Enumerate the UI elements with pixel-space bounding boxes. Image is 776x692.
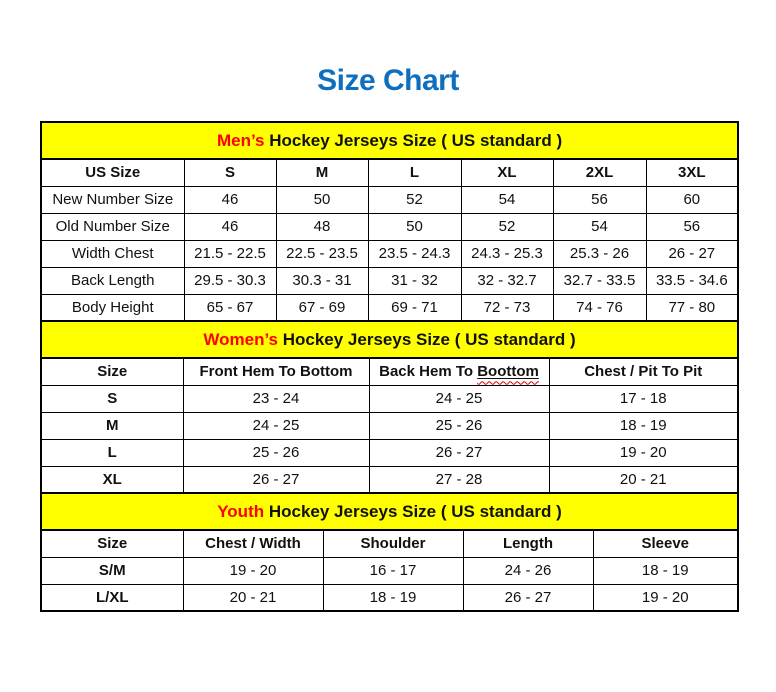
table-row	[41, 267, 738, 294]
table-cell: 18 - 19	[323, 584, 463, 611]
table-cell: 67 - 69	[276, 294, 368, 321]
table-row	[41, 385, 738, 412]
table-cell: 65 - 67	[184, 294, 276, 321]
mens-section-title-accent: Men’s	[216, 130, 265, 150]
back-hem-misspelled-word: Boottom	[477, 363, 539, 381]
table-row	[41, 584, 738, 611]
table-cell: 24 - 26	[463, 557, 593, 584]
column-header: Sleeve	[593, 530, 738, 557]
row-label: S	[41, 385, 183, 412]
table-cell: 50	[276, 186, 368, 213]
table-cell: 19 - 20	[183, 557, 323, 584]
table-row	[41, 240, 738, 267]
column-header: Front Hem To Bottom	[183, 358, 369, 385]
table-cell: 56	[646, 213, 738, 240]
table-cell: 25.3 - 26	[553, 240, 646, 267]
row-label: Back Length	[41, 267, 184, 294]
column-header: S	[184, 159, 276, 186]
womens-section-title	[41, 321, 738, 358]
row-label: New Number Size	[41, 186, 184, 213]
mens-section-title	[41, 122, 738, 159]
table-cell: 29.5 - 30.3	[184, 267, 276, 294]
column-header: Size	[41, 530, 183, 557]
table-row	[41, 466, 738, 493]
table-row	[41, 213, 738, 240]
youth-section-title-accent: Youth	[217, 501, 265, 521]
table-cell: 77 - 80	[646, 294, 738, 321]
table-cell: 72 - 73	[461, 294, 553, 321]
table-cell: 54	[461, 186, 553, 213]
table-cell: 60	[646, 186, 738, 213]
row-label: L	[41, 439, 183, 466]
table-cell: 74 - 76	[553, 294, 646, 321]
table-cell: 20 - 21	[549, 466, 738, 493]
table-cell: 48	[276, 213, 368, 240]
back-hem-prefix: Back Hem To	[379, 363, 478, 381]
column-header: L	[368, 159, 461, 186]
table-cell: 24 - 25	[183, 412, 369, 439]
table-cell: 23.5 - 24.3	[368, 240, 461, 267]
row-label: Width Chest	[41, 240, 184, 267]
table-cell: 16 - 17	[323, 557, 463, 584]
table-cell: 32.7 - 33.5	[553, 267, 646, 294]
mens-size-table	[40, 121, 739, 322]
table-cell: 19 - 20	[549, 439, 738, 466]
table-cell: 18 - 19	[549, 412, 738, 439]
page-title: Size Chart	[317, 64, 459, 97]
table-cell: 32 - 32.7	[461, 267, 553, 294]
table-cell: 21.5 - 22.5	[184, 240, 276, 267]
table-cell: 24 - 25	[369, 385, 549, 412]
row-label: M	[41, 412, 183, 439]
row-label: XL	[41, 466, 183, 493]
youth-size-table	[40, 492, 739, 612]
table-cell: 69 - 71	[368, 294, 461, 321]
table-cell: 17 - 18	[549, 385, 738, 412]
row-label: L/XL	[41, 584, 183, 611]
table-cell: 26 - 27	[463, 584, 593, 611]
column-header: US Size	[41, 159, 184, 186]
row-label: Body Height	[41, 294, 184, 321]
table-cell: 46	[184, 213, 276, 240]
table-cell: 25 - 26	[369, 412, 549, 439]
youth-section-title	[41, 493, 738, 530]
table-cell: 26 - 27	[183, 466, 369, 493]
column-header: M	[276, 159, 368, 186]
womens-section-header-row	[41, 321, 738, 358]
table-cell: 22.5 - 23.5	[276, 240, 368, 267]
table-cell: 31 - 32	[368, 267, 461, 294]
womens-size-table	[40, 320, 739, 494]
size-chart-tables	[40, 121, 737, 612]
womens-section-title-accent: Women’s	[203, 329, 278, 349]
youth-section-header-row	[41, 493, 738, 530]
row-label: S/M	[41, 557, 183, 584]
column-header: Chest / Width	[183, 530, 323, 557]
table-cell: 20 - 21	[183, 584, 323, 611]
table-cell: 19 - 20	[593, 584, 738, 611]
table-cell: 26 - 27	[646, 240, 738, 267]
column-header: Chest / Pit To Pit	[549, 358, 738, 385]
table-cell: 52	[368, 186, 461, 213]
table-cell: 26 - 27	[369, 439, 549, 466]
column-header: Length	[463, 530, 593, 557]
mens-section-title-rest: Hockey Jerseys Size ( US standard )	[264, 130, 563, 150]
table-cell: 46	[184, 186, 276, 213]
column-header: Size	[41, 358, 183, 385]
table-cell: 30.3 - 31	[276, 267, 368, 294]
column-header-back-hem	[369, 358, 549, 385]
column-header: 2XL	[553, 159, 646, 186]
youth-header-row	[41, 530, 738, 557]
youth-section-title-rest: Hockey Jerseys Size ( US standard )	[264, 501, 562, 521]
table-row	[41, 412, 738, 439]
column-header: XL	[461, 159, 553, 186]
table-row	[41, 557, 738, 584]
table-row	[41, 186, 738, 213]
table-cell: 18 - 19	[593, 557, 738, 584]
row-label: Old Number Size	[41, 213, 184, 240]
table-cell: 50	[368, 213, 461, 240]
table-cell: 23 - 24	[183, 385, 369, 412]
table-row	[41, 294, 738, 321]
mens-section-header-row	[41, 122, 738, 159]
table-cell: 24.3 - 25.3	[461, 240, 553, 267]
table-cell: 25 - 26	[183, 439, 369, 466]
table-cell: 56	[553, 186, 646, 213]
table-cell: 33.5 - 34.6	[646, 267, 738, 294]
womens-section-title-rest: Hockey Jerseys Size ( US standard )	[278, 329, 576, 349]
table-cell: 27 - 28	[369, 466, 549, 493]
womens-header-row	[41, 358, 738, 385]
column-header: 3XL	[646, 159, 738, 186]
column-header: Shoulder	[323, 530, 463, 557]
table-cell: 54	[553, 213, 646, 240]
mens-header-row	[41, 159, 738, 186]
table-cell: 52	[461, 213, 553, 240]
table-row	[41, 439, 738, 466]
